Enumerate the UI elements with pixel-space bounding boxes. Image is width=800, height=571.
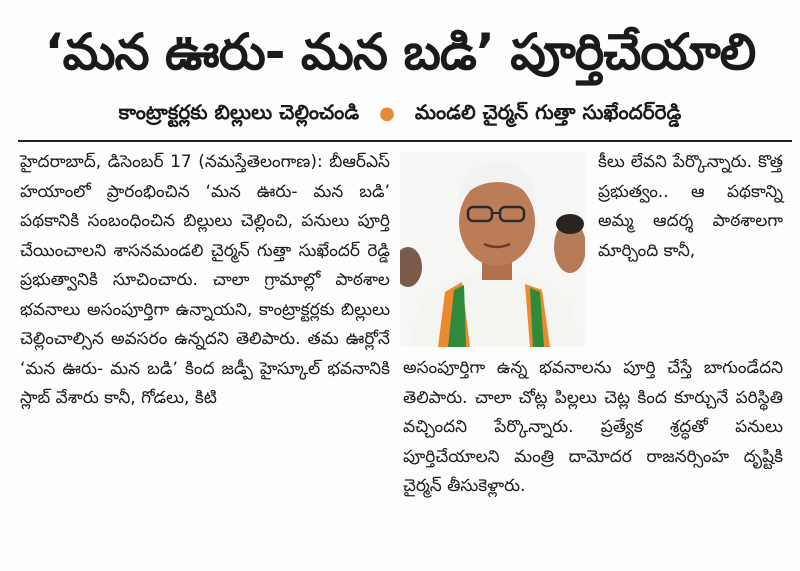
article-right-column-bottom <box>403 354 783 502</box>
bullet-icon: ● <box>379 103 395 124</box>
article-right-column-top <box>598 148 783 266</box>
article-paragraph-right-bottom: అసంపూర్తిగా ఉన్న భవనాలను పూర్తి చేస్తే బాగుండేదని తెలిపారు. చాలా చోట్ల పిల్లలు చెట్ల కింద కూర్చునే పరిస్థితి వచ్చిందని పేర్కొన్నారు. ప్రత్యేక శ్రద్ధతో పనులు పూర్తిచేయాలని మంత్రి దామోదర రాజనర్సింహ దృష్టికి చైర్మన్ తీసుకెళ్లారు. <box>403 358 783 496</box>
portrait-photo <box>400 152 585 347</box>
subheadline-left: కాంట్రాక్టర్లకు బిల్లులు చెల్లించండి <box>118 100 360 124</box>
headline: ‘మన ఊరు- మన బడి’ పూర్తిచేయాలి <box>44 23 756 81</box>
article-left-column <box>20 148 390 414</box>
subheadline-right: మండలి చైర్మన్ గుత్తా సుఖేందర్‌రెడ్డి <box>414 100 682 124</box>
article-paragraph-left: హైదరాబాద్, డిసెంబర్ 17 (నమస్తేతెలంగాణ): బీఆర్ఎస్ హయాంలో ప్రారంభించిన ‘మన ఊరు- మన బడి’ పథకానికి సంబంధించిన బిల్లులు చెల్లించి, పనులు పూర్తి చేయించాలని శాసనమండలి చైర్మన్ గుత్తా సుఖేందర్ రెడ్డి ప్రభుత్వానికి సూచించారు. చాలా గ్రామాల్లో పాఠశాల భవనాలు అసంపూర్తిగా ఉన్నాయని, కాంట్రాక్టర్లకు బిల్లులు చెల్లించాల్సిన అవసరం ఉన్నదని తెలిపారు. తమ ఊర్లోనే ‘మన ఊరు- మన బడి’ కింద జడ్పీ హైస్కూల్ భవనానికి స్లాబ్ వేశారు కానీ, గోడలు, కిటి <box>20 152 390 408</box>
subheadline <box>0 98 800 128</box>
portrait-image <box>400 152 585 347</box>
article-paragraph-right-top: కీలు లేవని పేర్కొన్నారు. కొత్త ప్రభుత్వం.. ఆ పథకాన్ని అమ్మ ఆదర్శ పాఠశాలగా మార్చింది కానీ, <box>598 152 783 261</box>
divider <box>18 140 792 142</box>
